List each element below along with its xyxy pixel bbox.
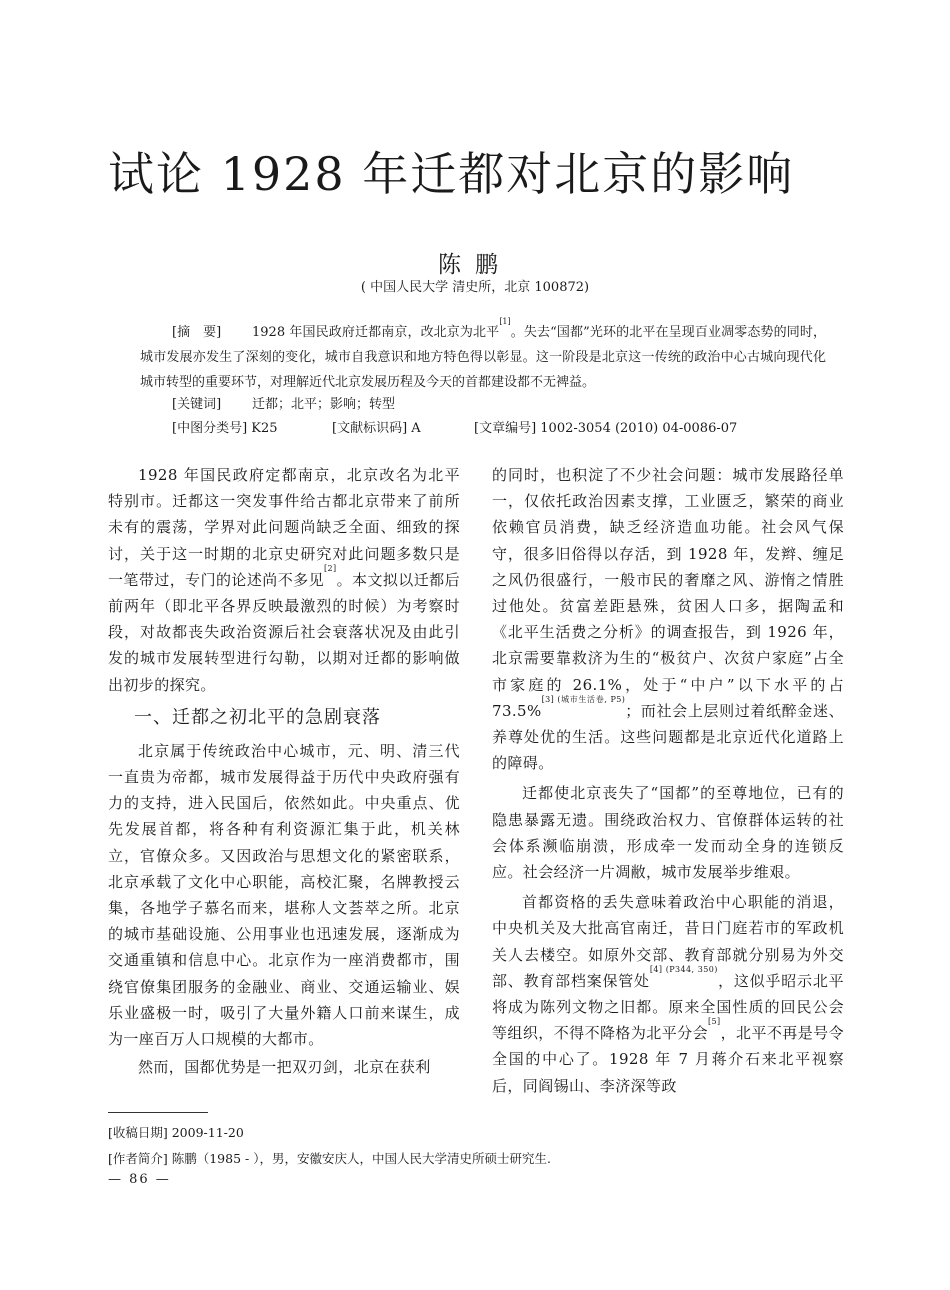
article-number: [文章编号] 1002-3054 (2010) 04-0086-07 (474, 421, 738, 436)
document-code: [文献标识码] A (332, 421, 421, 436)
keywords-label: [关键词] (172, 397, 222, 412)
keywords-text: 迁都；北平；影响；转型 (252, 397, 396, 412)
section-heading: 一、迁都之初北平的急剧衰落 (134, 706, 381, 728)
paragraph: 迁都使北京丧失了“国都”的至尊地位，已有的隐患暴露无遗。围绕政治权力、官僚群体运转的社会体系濒临崩溃，形成牵一发而动全身的连锁反应。社会经济一片凋敝，城市发展举步维艰。 (492, 784, 844, 882)
author-name: 陈鹏 (438, 252, 512, 278)
page-number: — 86 — (108, 1172, 171, 1187)
body-column-right (492, 462, 844, 1099)
page-title: 试论 1928 年迁都对北京的影响 (108, 147, 795, 201)
abstract-label: [摘 要] (172, 325, 222, 340)
paragraph (492, 462, 844, 776)
paragraph-text: 。本文拟以迁都后前两年（即北平各界反映最激烈的时候）为考察时段，对故都丧失政治资源后社会衰落状况及由此引发的城市发展转型进行勾勒，以期对迁都的影响做出初步的探究。 (108, 570, 460, 694)
author-bio: [作者简介] 陈鹏（1985 - ），男，安徽安庆人，中国人民大学清史所硕士研究生. (108, 1151, 551, 1166)
footnotes (108, 1120, 551, 1172)
citation-ref: [1] (499, 317, 511, 326)
abstract (140, 317, 827, 395)
paragraph-text: ，北平不再是号令全国的中心了。1928 年 7 月蒋介石来北平视察后，同阎锡山、李济深等政 (492, 1024, 844, 1095)
citation-ref: [5] (708, 1017, 721, 1027)
paragraph-text: 首都资格的丢失意味着政治中心职能的消退，中央机关及大批高官南迁，昔日门庭若市的军政机关人去楼空。如原外交部、教育部就分别易为外交部、教育部档案保管处 (492, 893, 844, 990)
paragraph-text: 1928 年国民政府定都南京，北京改名为北平特别市。迁都这一突发事件给古都北京带来了前所未有的震荡，学界对此问题尚缺乏全面、细致的探讨，关于这一时期的北京史研究对此问题多数只是一笔带过，专门的论述尚不多见 (108, 466, 460, 589)
received-date: [收稿日期] 2009-11-20 (108, 1125, 244, 1140)
paragraph-text: ；而社会上层则过着纸醉金迷、养尊处优的生活。这些问题都是北京近代化道路上的障碍。 (492, 701, 844, 773)
paragraph-text: ，这似乎昭示北平将成为陈列文物之旧都。原来全国性质的回民公会等组织，不得不降格为北平分会 (492, 971, 844, 1043)
paragraph: 北京属于传统政治中心城市，元、明、清三代一直贵为帝都，城市发展得益于历代中央政府强有力的支持，进入民国后，依然如此。中央重点、优先发展首都，将各种有利资源汇集于此，机关林立，官僚众多。又因政治与思想文化的紧密联系，北京承载了文化中心职能，高校汇聚，名牌教授云集，各地学子慕名而来，堪称人文荟萃之所。北京的城市基础设施、公用事业也迅速发展，逐渐成为交通重镇和信息中心。北京作为一座消费都市，围绕官僚集团服务的金融业、商业、交通运输业、娱乐业盛极一时，吸引了大量外籍人口前来谋生，成为一座百万人口规模的大都市。 (108, 741, 460, 1049)
body-column-left (108, 462, 460, 1080)
footnote-divider (108, 1112, 208, 1113)
abstract-text-cont: 。失去“国都”光环的北平在呈现百业凋零态势的同时，城市发展亦发生了深刻的变化，城市自我意识和地方特色得以彰显。这一阶段是北京这一传统的政治中心古城向现代化城市转型的重要环节，对理解近代北京发展历程及今天的首都建设都不无裨益。 (140, 325, 827, 390)
citation-ref: [3] (城市生活卷, P5) (541, 694, 626, 704)
clc-number: [中图分类号] K25 (172, 421, 278, 436)
abstract-text: 1928 年国民政府迁都南京，改北京为北平 (252, 325, 500, 340)
citation-ref: [2] (324, 563, 337, 573)
citation-ref: [4] (P344, 350) (649, 964, 718, 974)
author-affiliation: ( 中国人民大学 清史所，北京 100872) (360, 280, 590, 295)
paragraph (492, 889, 844, 1099)
keywords (172, 392, 395, 417)
paragraph: 然而，国都优势是一把双刃剑，北京在获利 (138, 1058, 431, 1077)
classification-line (172, 416, 737, 441)
paragraph-text: 的同时，也积淀了不少社会问题：城市发展路径单一，仅依托政治因素支撑，工业匮乏，繁荣的商业依赖官员消费，缺乏经济造血功能。社会风气保守，很多旧俗得以存活，到 1928 年，发辫、缠足之风仍很盛行，一般市民的奢靡之风、游惰之情胜过他处。贫富差距悬殊，贫困人口多，据陶孟和《北平生活费之分析》的调查报告，到 1926 年，北京需要靠救济为生的“极贫户、次贫户家庭”占全市家庭的 26.1%，处于“中户”以下水平的占 73.5% (492, 466, 844, 720)
paragraph (108, 462, 460, 698)
